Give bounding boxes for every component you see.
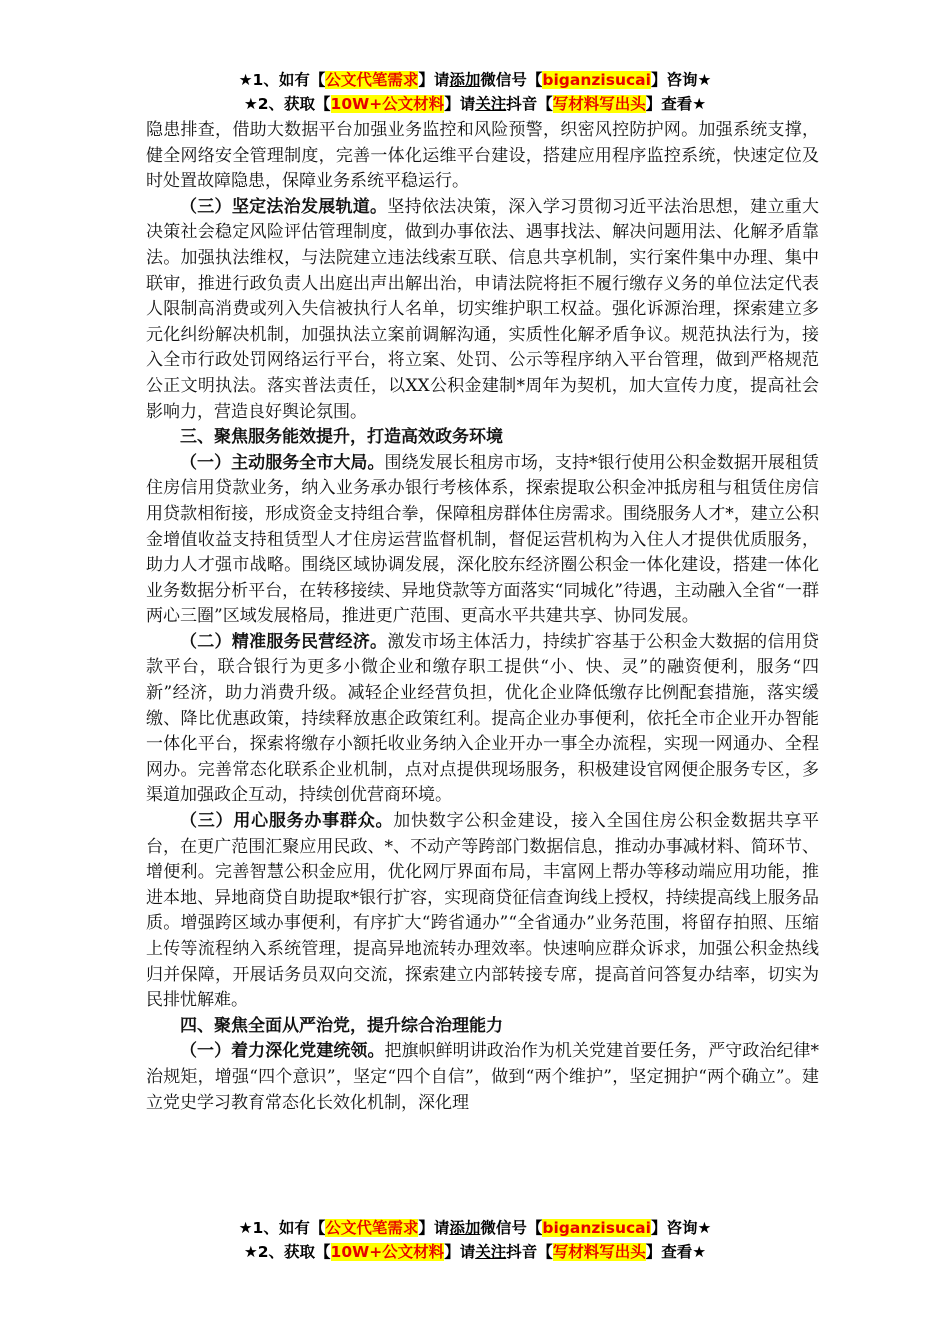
paragraph: （一）主动服务全市大局。围绕发展长租房市场，支持*银行使用公积金数据开展租赁住房信用贷款业务，纳入业务承办银行考核体系，探索提取公积金冲抵房租与租赁住房信用贷款相衔接，形成资金支持组合拳，保障租房群体住房需求。围绕服务人才*，建立公积金增值收益支持租赁型人才住房运营监督机制，督促运营机构为入住人才提供优质服务，助力人才强市战略。围绕区域协调发展，深化胶东经济圈公积金一体化建设，搭建一体化业务数据分析平台，在转移接续、异地贷款等方面落实“同城化”待遇，主动融入全省“一群两心三圈”区域发展格局，推进更广范围、更高水平共建共享、协同发展。: [146, 452, 820, 627]
highlight-wechat-id: biganzisucai: [542, 71, 651, 89]
promo-banner-top: [0, 68, 950, 116]
highlight-materials: 10W+公文材料: [330, 95, 445, 113]
promo-line-2: ★2、获取【10W+公文材料】请关注抖音【写材料写出头】查看★: [243, 95, 707, 113]
highlight-service: 公文代笔需求: [325, 71, 419, 89]
highlight-service: 公文代笔需求: [325, 1219, 419, 1237]
highlight-materials: 10W+公文材料: [330, 1243, 445, 1261]
highlight-wechat-id: biganzisucai: [542, 1219, 651, 1237]
section-heading: 三、聚焦服务能效提升，打造高效政务环境: [180, 427, 503, 448]
document-body: [146, 118, 819, 1116]
highlight-douyin-id: 写材料写出头: [552, 1243, 646, 1261]
paragraph: （三）用心服务办事群众。加快数字公积金建设，接入全国住房公积金数据共享平台，在更广范围汇聚应用民政、*、不动产等跨部门数据信息，推动办事减材料、简环节、增便利。完善智慧公积金应用，优化网厅界面布局，丰富网上帮办等移动端应用功能，推进本地、异地商贷自助提取*银行扩容，实现商贷征信查询线上授权，持续提高线上服务品质。增强跨区域办事便利，有序扩大“跨省通办”“全省通办”业务范围，将留存拍照、压缩上传等流程纳入系统管理，提高异地流转办理效率。快速响应群众诉求，加强公积金热线归并保障，开展话务员双向交流，探索建立内部转接专席，提高首问答复办结率，切实为民排忧解难。: [146, 811, 820, 1011]
paragraph: （二）精准服务民营经济。激发市场主体活力，持续扩容基于公积金大数据的信用贷款平台，联合银行为更多小微企业和缴存职工提供“小、快、灵”的融资便利，服务“四新”经济，助力消费升级。减轻企业经营负担，优化企业降低缴存比例配套措施，落实缓缴、降比优惠政策，持续释放惠企政策红利。提高企业办事便利，依托全市企业开办智能一体化平台，探索将缴存小额托收业务纳入企业开办一事全办流程，实现一网通办、全程网办。完善常态化联系企业机制，点对点提供现场服务，积极建设官网便企服务专区，多渠道加强政企互动，持续创优营商环境。: [146, 631, 820, 806]
promo-line-1: ★1、如有【公文代笔需求】请添加微信号【biganzisucai】咨询★: [238, 1219, 712, 1237]
subsection-title: （一）主动服务全市大局。: [180, 452, 385, 473]
subsection-title: （三）用心服务办事群众。: [180, 811, 394, 832]
subsection-title: （二）精准服务民营经济。: [180, 631, 388, 652]
subsection-title: （三）坚定法治发展轨道。: [180, 196, 388, 217]
promo-line-2: ★2、获取【10W+公文材料】请关注抖音【写材料写出头】查看★: [243, 1243, 707, 1261]
promo-banner-bottom: [0, 1216, 950, 1264]
paragraph: 隐患排查，借助大数据平台加强业务监控和风险预警，织密风控防护网。加强系统支撑，健全网络安全管理制度，完善一体化运维平台建设，搭建应用程序监控系统，快速定位及时处置故障隐患，保障业务系统平稳运行。: [146, 120, 819, 192]
subsection-title: （一）着力深化党建统领。: [180, 1041, 385, 1062]
promo-line-1: ★1、如有【公文代笔需求】请添加微信号【biganzisucai】咨询★: [238, 71, 712, 89]
paragraph: （一）着力深化党建统领。把旗帜鲜明讲政治作为机关党建首要任务，严守政治纪律*治规矩，增强“四个意识”，坚定“四个自信”，做到“两个维护”，坚定拥护“两个确立”。建立党史学习教育常态化长效化机制，深化理: [146, 1041, 820, 1113]
highlight-douyin-id: 写材料写出头: [552, 95, 646, 113]
section-heading: 四、聚焦全面从严治党，提升综合治理能力: [180, 1015, 503, 1036]
paragraph: （三）坚定法治发展轨道。坚持依法决策，深入学习贯彻习近平法治思想，建立重大决策社会稳定风险评估管理制度，做到办事依法、遇事找法、解决问题用法、化解矛盾靠法。加强执法维权，与法院建立违法线索互联、信息共享机制，实行案件集中办理、集中联审，推进行政负责人出庭出声出解出治，申请法院将拒不履行缴存义务的单位法定代表人限制高消费或列入失信被执行人名单，切实维护职工权益。强化诉源治理，探索建立多元化纠纷解决机制，加强执法立案前调解沟通，实质性化解矛盾争议。规范执法行为，接入全市行政处罚网络运行平台，将立案、处罚、公示等程序纳入平台管理，做到严格规范公正文明执法。落实普法责任，以XX公积金建制*周年为契机，加大宣传力度，提高社会影响力，营造良好舆论氛围。: [146, 196, 820, 422]
